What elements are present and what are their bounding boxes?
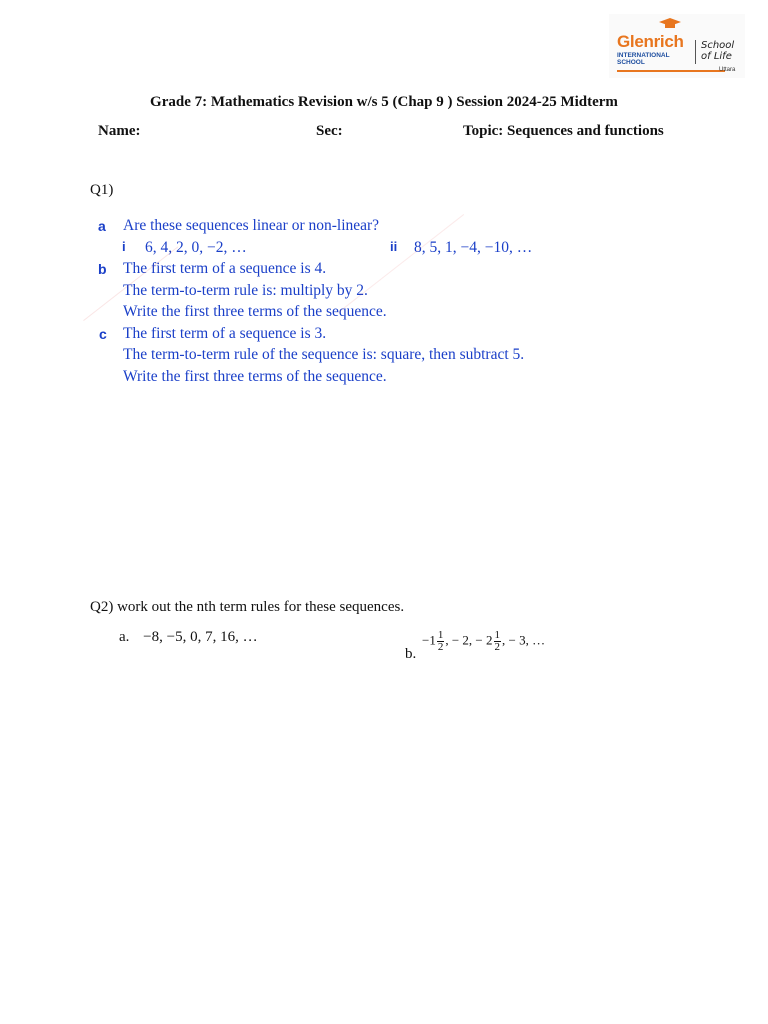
q2-b-term4: , − 3, …	[502, 632, 546, 648]
q2-b-term1-fraction	[437, 630, 445, 653]
q2-part-a-label: a.	[119, 629, 130, 645]
graduation-cap-icon	[659, 18, 681, 30]
part-c-line1: The first term of a sequence is 3.	[123, 325, 327, 342]
fraction-numerator: 1	[494, 629, 501, 641]
q2-b-term3-fraction	[494, 630, 502, 653]
logo-divider	[695, 40, 696, 64]
logo-brand-sub: INTERNATIONAL SCHOOL	[617, 52, 670, 66]
part-a-i-sequence: 6, 4, 2, 0, −2, …	[145, 239, 247, 256]
part-c-line3: Write the first three terms of the sequence.	[123, 368, 387, 385]
part-b-letter: b	[98, 261, 107, 277]
logo-campus: Uttara	[719, 67, 736, 73]
logo-brand: Glenrich	[617, 32, 684, 51]
q2-part-a-sequence: −8, −5, 0, 7, 16, …	[143, 629, 258, 645]
part-a-ii-label: ii	[390, 239, 398, 254]
sec-label: Sec:	[316, 123, 343, 139]
school-logo	[609, 14, 745, 78]
q2-label: Q2) work out the nth term rules for these sequences.	[90, 599, 405, 615]
fraction-numerator: 1	[437, 629, 444, 641]
q1-label: Q1)	[90, 182, 114, 198]
fraction-denominator: 2	[494, 641, 501, 653]
q2-part-b-sequence	[422, 630, 545, 653]
part-c-line2: The term-to-term rule of the sequence is: square, then subtract 5.	[123, 346, 525, 363]
q2-part-a	[119, 629, 258, 646]
part-a-ii-sequence: 8, 5, 1, −4, −10, …	[414, 239, 533, 256]
part-b-line2: The term-to-term rule is: multiply by 2.	[123, 282, 368, 299]
part-b-line3: Write the first three terms of the sequence.	[123, 303, 387, 320]
worksheet-title: Grade 7: Mathematics Revision w/s 5 (Chap 9 ) Session 2024-25 Midterm	[150, 94, 618, 110]
q2-b-term1-whole: −1	[422, 632, 436, 648]
fraction-denominator: 2	[437, 641, 444, 653]
q2-part-b-label: b.	[405, 646, 417, 662]
logo-underline	[617, 70, 725, 72]
part-a-i-label: i	[122, 239, 126, 254]
topic-label: Topic: Sequences and functions	[463, 123, 664, 139]
part-a-letter: a	[98, 218, 106, 234]
logo-tagline: School of Life	[701, 40, 735, 62]
q2-b-term2: , − 2, − 2	[445, 632, 493, 648]
part-c-letter: c	[99, 326, 107, 342]
name-label: Name:	[98, 123, 141, 139]
part-b-line1: The first term of a sequence is 4.	[123, 260, 327, 277]
part-a-question: Are these sequences linear or non-linear?	[123, 217, 380, 234]
